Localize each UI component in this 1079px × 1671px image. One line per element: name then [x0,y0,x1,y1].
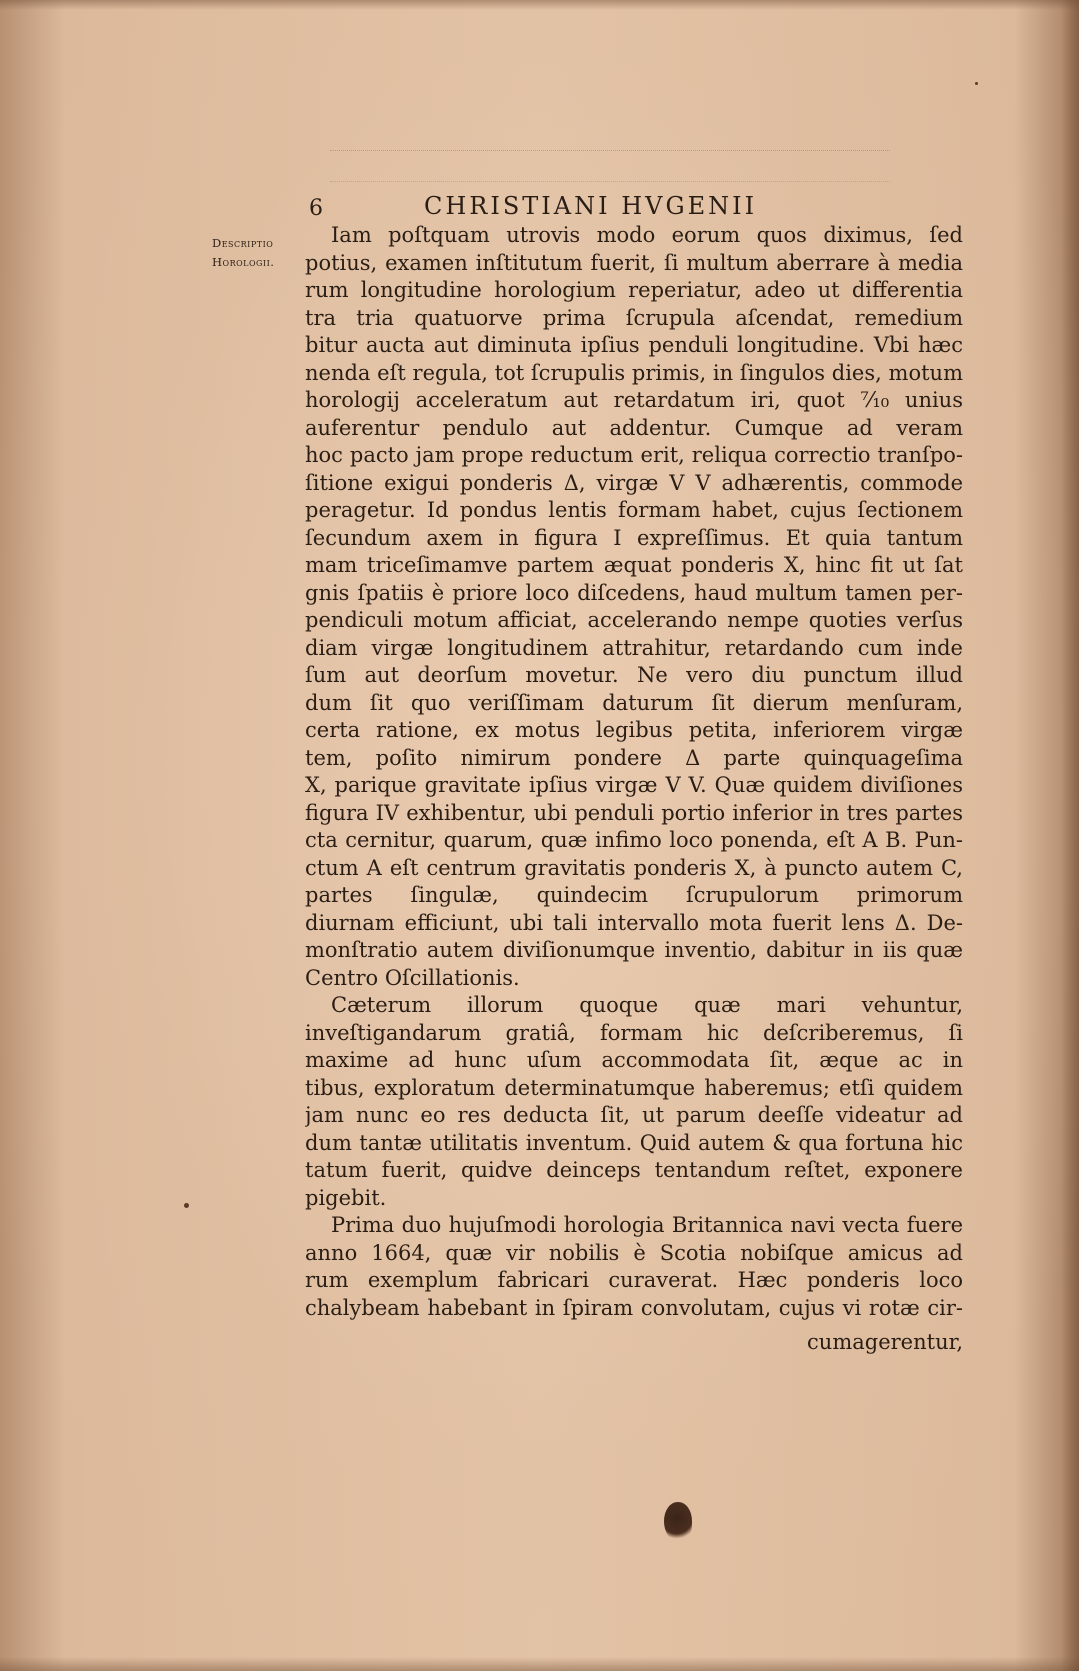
page-edge-shadow-right [1061,0,1079,1671]
show-through-bleed [330,150,890,182]
page-edge-shadow-bottom [0,1657,1079,1671]
text-line: figura IV exhibentur, ubi penduli portio inferior in tres partes [305,800,963,825]
text-line: rum longitudine horologium reperiatur, adeo ut differentia [305,278,963,302]
page-edge-shadow-top [0,0,1079,10]
text-line: tatum fuerit, quidve deinceps tentandum reſtet, exponere [305,1158,963,1182]
text-line: diam virgæ longitudinem attrahitur, retardando cum inde [305,635,963,660]
text-line: partes ſingulæ, quindecim ſcrupulorum primorum [305,883,963,907]
text-line: bitur aucta aut diminuta ipſius penduli longitudine. Vbi hæc [305,333,963,357]
text-line: Cæterum illorum quoque quæ mari vehuntur, [331,993,963,1017]
text-line: inveſtigandarum gratiâ, formam hic deſcriberemus, ſi [305,1020,963,1045]
text-line: horologij acceleratum aut retardatum iri, quot ⁷⁄₁₀ unius [305,388,963,412]
text-line: Centro Oſcillationis. [305,965,520,990]
text-line: chalybeam habebant in ſpiram convolutam, cujus vi rotæ cir- [305,1295,963,1320]
text-line: monſtratio autem diviſionumque inventio, dabitur in iis quæ [305,938,963,962]
text-line: diurnam efficiunt, ubi tali intervallo mota fuerit lens Δ. De- [305,910,963,935]
text-line: ſum aut deorſum movetur. Ne vero diu punctum illud [305,663,963,687]
text-line: hoc pacto jam prope reductum erit, reliqua correctio tranſpo- [305,443,963,467]
text-line: certa ratione, ex motus legibus petita, inferiorem virgæ [305,718,963,742]
text-line: potius, examen inſtitutum fuerit, ſi multum aberrare à media [305,250,963,275]
text-line: Iam poſtquam utrovis modo eorum quos diximus, ſed [331,223,963,247]
text-line: peragetur. Id pondus lentis formam habet, cujus ſectionem [305,498,963,522]
text-line: ſitione exigui ponderis Δ, virgæ V V adhærentis, commode [305,470,963,495]
text-line: rum exemplum fabricari curaverat. Hæc ponderis loco [305,1268,963,1292]
text-line: maxime ad hunc uſum accommodata ſit, æque ac in [305,1048,963,1072]
text-line: auferentur pendulo aut addentur. Cumque ad veram [305,415,963,440]
text-line: pendiculi motum afficiat, accelerando nempe quoties verſus [305,608,963,632]
catchword: cumagerentur, [807,1330,963,1354]
marginal-note-line: Horologii. [212,255,275,269]
text-line: tra tria quatuorve prima ſcrupula aſcendat, remedium [305,305,963,330]
text-line: cta cernitur, quarum, quæ infimo loco ponenda, eſt A B. Pun- [305,828,963,852]
text-line: ſecundum axem in figura I expreſſimus. Et quia tantum [305,525,963,550]
text-line: dum tantæ utilitatis inventum. Quid autem & qua fortuna hic [305,1130,963,1155]
ink-blot [664,1502,692,1542]
text-line: pigebit. [305,1185,387,1210]
text-line: dum ſit quo veriſſimam daturum ſit dierum menſuram, [305,690,963,715]
paper-speck [184,1203,189,1208]
text-line: gnis ſpatiis è priore loco diſcedens, haud multum tamen per- [305,580,963,605]
text-line: jam nunc eo res deducta ſit, ut parum deeſſe videatur ad [305,1103,963,1127]
text-line: tibus, exploratum determinatumque haberemus; etſi quidem [305,1075,963,1100]
text-line: anno 1664, quæ vir nobilis è Scotia nobiſque amicus ad [305,1240,963,1265]
text-line: Prima duo hujuſmodi horologia Britannica navi vecta fuere [331,1213,963,1237]
marginal-note [212,234,274,272]
marginal-note-line: Descriptio [212,236,274,250]
page-number: 6 [309,196,323,221]
paper-speck [975,82,978,85]
text-line: mam triceſimamve partem æquat ponderis X, hinc fit ut ſat [305,553,963,577]
text-line: ctum A eſt centrum gravitatis ponderis X, à puncto autem C, [305,855,963,880]
running-title: CHRISTIANI HVGENII [424,192,758,220]
text-line: tem, poſito nimirum pondere Δ parte quinquageſima [305,745,963,770]
body-text [305,222,963,1322]
text-line: nenda eſt regula, tot ſcrupulis primis, in ſingulos dies, motum [305,360,963,385]
text-line: X, parique gravitate ipſius virgæ V V. Quæ quidem diviſiones [305,773,963,797]
